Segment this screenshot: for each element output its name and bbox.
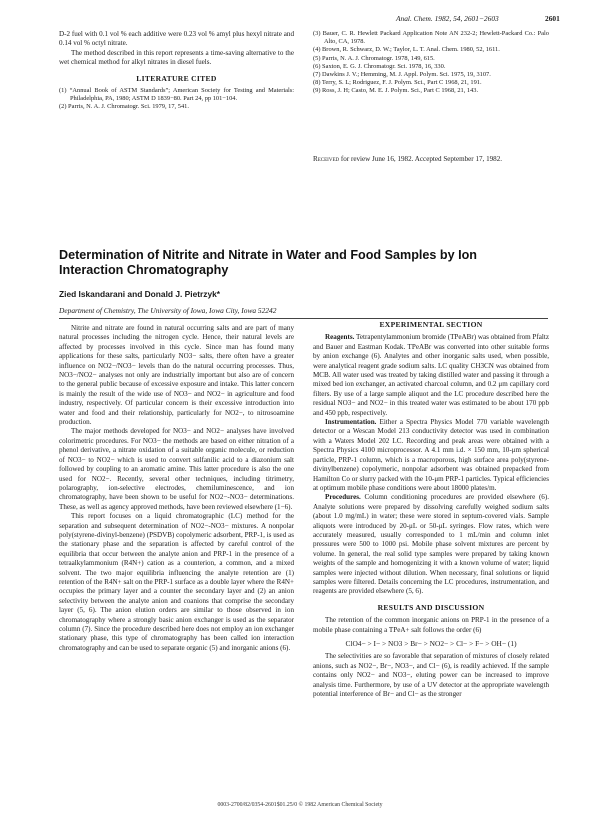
journal-citation: Anal. Chem. 1982, 54, 2601−2603 bbox=[396, 14, 499, 23]
article-affiliation: Department of Chemistry, The University of Iowa, Iowa City, Iowa 52242 bbox=[59, 306, 277, 315]
instrumentation-paragraph bbox=[313, 418, 549, 493]
literature-cited-heading: LITERATURE CITED bbox=[136, 73, 217, 83]
reference-item: (7) Dawkins J. V.; Hemming, M. J. Appl. Polym. Sci. 1975, 19, 3107. bbox=[313, 71, 491, 79]
reference-item: (4) Brown, R. Schwarz, D. W.; Taylor, L. T. Anal. Chem. 1980, 52, 1611. bbox=[313, 46, 500, 54]
title-divider bbox=[59, 318, 548, 319]
copyright-footer: 0003-2700/82/0354-2601$01.25/0 © 1982 American Chemical Society bbox=[217, 802, 383, 808]
body-paragraph: This report focuses on a liquid chromatographic (LC) method for the separation and subsequent determination of NO2−-NO3− mixtures. A nonpolar poly(styrene-divinyl-benzene) (PSDVB) copolymeric adsorbent, PRP-1, is used as the stationary phase and the separation is affected by careful control of the equilibria that occur between the analyte anion and PRP-1 in the presence of a tetraalkylammonium (R4N+) cation as a counterion, a common, and a mixed solvent. The two major equilibria influencing the analyte retention are (1) retention of the R4N+ salt on the PRP-1 surface as a double layer where the R4N+ occupies the primary layer and a counter the secondary layer and (2) an anion selectivity between the analyte anion and coanions that comprise the secondary layer (5, 6). The anion elution orders are similar to those observed in ion chromatography where a strongly basic anion exchanger is used as the separator column (7). Since the procedure described here does not employ an ion exchanger stationary phase, this type of chromatography has been called ion interaction chromatography and can be used to separate organic (5) and inorganic anions (6). bbox=[59, 512, 294, 652]
previous-article-paragraph: D-2 fuel with 0.1 vol % each additive were 0.23 vol % amyl plus hexyl nitrate and 0.14 vol % octyl nitrate. bbox=[59, 30, 294, 48]
results-paragraph: The selectivities are so favorable that separation of mixtures of closely related anions, such as NO2−, Br−, NO3−, and Cl− (6), is readily achieved. If the sample contains only NO2− and NO3−, eluting power can be increased to improve analysis time. Furthermore, by use of a UV detector at the appropriate wavelength potential interference of Br− and Cl− as the stronger bbox=[313, 652, 549, 699]
received-label: Received bbox=[313, 155, 340, 163]
procedures-label: Procedures. bbox=[325, 493, 361, 502]
reagents-label: Reagents. bbox=[325, 333, 355, 342]
reagents-paragraph bbox=[313, 333, 549, 418]
article-title: Determination of Nitrite and Nitrate in Water and Food Samples by Ion Interaction Chromatography bbox=[59, 248, 477, 277]
reference-item: (6) Saxton, E. G. J. Chromatogr. Sci. 1978, 16, 330. bbox=[313, 62, 446, 70]
instrumentation-label: Instrumentation. bbox=[325, 418, 377, 427]
procedures-text: Column conditioning procedures are provided elsewhere (6). Analyte solutions were prepared by dissolving carefully weighed sodium salts (about 1.0 mg/mL) in water; these were stored in septum-covered vials. Sample aliquots were introduced by 20-μL or 50-μL syringes. Flow rates, which were accurately measured, usually corresponded to 1 mL/min and column inlet pressures were 500 to 1000 psi. Mobile phase solvent mixtures are percent by volume. In general, the real solid type samples were prepared by taking known weights of the sample and homogenizing it with a known volume of water; liquid samples were injected without dilution. When necessary, final solutions or liquid samples were filtered. Details concerning the LC procedures, instrumentation, and reagents are provided elsewhere (5, 6). bbox=[313, 493, 549, 596]
received-text: for review June 16, 1982. Accepted September 17, 1982. bbox=[340, 155, 503, 163]
reference-list-continued bbox=[313, 30, 549, 96]
article-authors: Zied Iskandarani and Donald J. Pietrzyk* bbox=[59, 289, 221, 299]
page-number: 2601 bbox=[545, 14, 560, 23]
reference-item: (8) Terry, S. L; Rodriguez, F. J. Polym. Sci., Part C 1968, 21, 191. bbox=[313, 79, 482, 87]
previous-article-paragraph: The method described in this report represents a time-saving alternative to the wet chemical method for alkyl nitrates in diesel fuels. bbox=[59, 48, 294, 67]
reference-item: (5) Parris, N. A. J. Chromatogr. 1978, 149, 615. bbox=[313, 54, 435, 62]
instrumentation-text: Either a Spectra Physics Model 770 variable wavelength detector or a Wescan Model 213 conductivity detector was used in combination with a Waters Model 202 LC. Recording and peak areas were obtained with a Spectra Physics 4100 microprocessor. A 4.1 mm i.d. × 150 mm, 10-μm spherical particle, PRP-1 column, which is a macroporous, high surface area poly(styrene-divinylbenzene) copolymeric, nonpolar adsorbent was obtained prepacked from Hamilton Co or slurry packed with the 10-μm PRP-1 particles. Typical efficiencies at optimum mobile phase conditions were about 18000 plates/m. bbox=[313, 418, 549, 492]
results-paragraph: The retention of the common inorganic anions on PRP-1 in the presence of a mobile phase containing a TPeA+ salt follows the order (6) bbox=[313, 616, 549, 634]
body-paragraph: Nitrite and nitrate are found in natural occurring salts and are part of many natural processes including the nitrogen cycle. Hence, their natural levels are affected by processes involved in this cycle. Since man has found many applications for these salts, particularly NO3− salts, there often have a greater influence on NO2−/NO3− levels than do the natural occurring processes. Thus, NO3−/NO2− analyses not only are industrially important but also are of concern to the general public because of excessive exposure and intake. This latter concern is mainly the result of the wide use of NO3− and NO2− in agriculture and food industry, respectively. Of particular concern is their excessive introduction into water and food and their relationship, particularly for NO2−, to nitrosoamine production. bbox=[59, 324, 294, 427]
running-header bbox=[0, 14, 600, 26]
body-left-column bbox=[59, 324, 294, 653]
reference-item: (1) “Annual Book of ASTM Standards”; American Society for Testing and Materials: Philadelphia, PA, 1980; ASTM D 1839−80. Part 24, pp 101−104. bbox=[59, 87, 294, 103]
previous-article-end bbox=[59, 30, 294, 112]
reference-item: (2) Parris, N. A. J. Chromatogr. Sci. 1979, 17, 541. bbox=[59, 103, 189, 111]
experimental-heading: EXPERIMENTAL SECTION bbox=[379, 320, 483, 329]
reference-item: (3) Bauer, C. R. Hewlett Packard Application Note AN 232-2; Hewlett-Packard Co.: Palo Alto, CA, 1978. bbox=[313, 30, 549, 46]
results-heading: RESULTS AND DISCUSSION bbox=[377, 602, 485, 612]
body-right-column bbox=[313, 320, 549, 699]
received-note bbox=[313, 155, 549, 164]
body-paragraph: The major methods developed for NO3− and NO2− analyses have involved colorimetric procedures. For NO3− the methods are based on either nitration of a phenol derivative, a nitrate oxidation of a suitable organic molecule, or reduction of NO3− to NO2− which is used to convert sulfanilic acid to a diazonium salt followed by coupling to an aromatic amine. This latter procedure is also the one used for NO2−. Recently, several other techniques, including titrimetry, polarography, ion-selective electrodes, chemiluminescence, and ion chromatography, have been shown to be useful for NO2−-NO3− determinations. These, as well as agency approved methods, have been reviewed elsewhere (1−6). bbox=[59, 427, 294, 511]
reference-list bbox=[59, 87, 294, 112]
reagents-text: Tetrapentylammonium bromide (TPeABr) was obtained from Pfaltz and Bauer and Eastman Kodak. TPeABr was converted into other suitable forms by anion exchange (6). Analytes and other inorganic salts used, when possible, were analytical reagent grade sodium salts. LC quality CH3CN was obtained from MCB. All water used was treated by taking distilled water and passing it through a mixed bed ion exchanger, an activated charcoal column, and 0.2 μm capillary cord filters. By use of a large sample aliquot and the LC procedure described here the residual NO3− and NO2− in this treated water was estimated to be about 170 ppb and 450 ppb, respectively. bbox=[313, 333, 549, 417]
reference-item: (9) Ross, J. H; Casto, M. E. J. Polym. Sci., Part C 1968, 21, 143. bbox=[313, 87, 479, 95]
elution-order-equation: ClO4− > I− > NO3 > Br− > NO2− > Cl− > F− > OH− (1) bbox=[345, 639, 517, 648]
procedures-paragraph bbox=[313, 493, 549, 596]
